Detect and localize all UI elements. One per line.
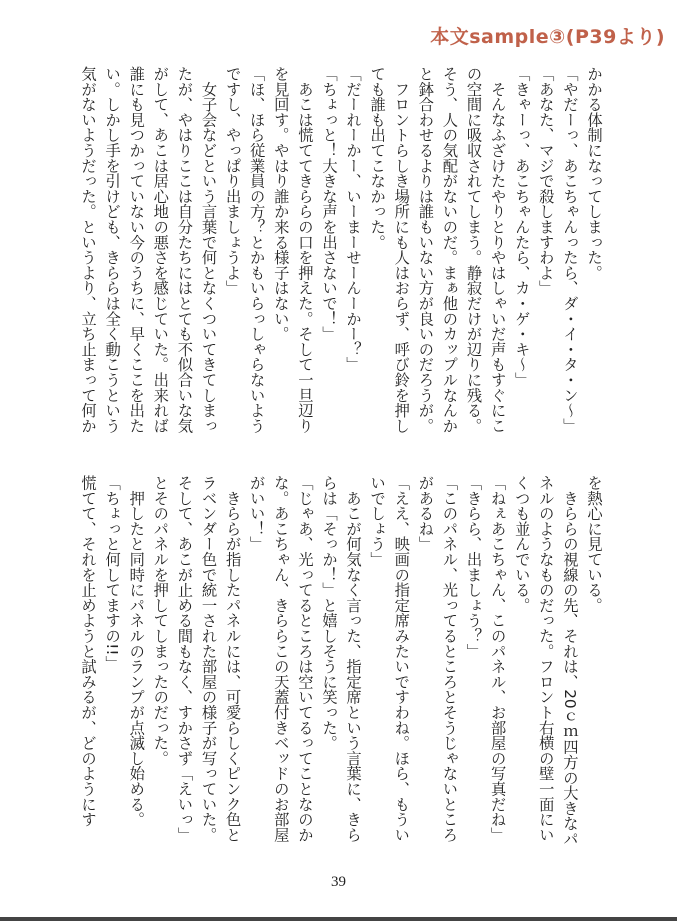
text-column: かかる体制になってしまった。: [585, 66, 603, 281]
text-column: な。あこちゃん、きららこの天蓋付きベッドのお部屋: [271, 475, 290, 843]
text-column: とそのパネルを押してしまったのだった。: [151, 475, 170, 766]
text-column: 「ちょっと！大きな声を出さないで！」: [319, 66, 338, 342]
body-text-top-block: [76, 66, 606, 438]
text-column: そんなふざけたやりとりやはしゃいだ声もすぐにこ: [488, 66, 507, 434]
text-column: がいい！」: [247, 475, 266, 552]
text-column: あこが何気なく言った、指定席という言葉に、きら: [344, 475, 363, 843]
text-column: 「ほ、ほら従業員の方？とかもいらっしゃらないよう: [247, 66, 266, 434]
page-number: 39: [331, 874, 346, 890]
text-column: ラベンダー色で統一された部屋の様子が写っていた。: [199, 475, 218, 843]
text-column: 押したと同時にパネルのランプが点滅し始める。: [127, 475, 146, 827]
text-column: 女子会などという言葉で何となくついてきてしまっ: [199, 66, 218, 434]
text-column: があるね」: [416, 475, 435, 552]
text-column: そう、人の気配がないのだ。まぁ他のカップルなんか: [440, 66, 459, 434]
page-title: 本文sample③(P39より): [430, 26, 665, 48]
text-column: がして、あこは居心地の悪さを感じていた。出来れば: [151, 66, 170, 434]
text-column: きららの視線の先、それは、20ｃｍ四方の大きなパ: [560, 475, 579, 847]
bottom-border-bar: [0, 917, 677, 921]
text-column: たが、やはりここは自分たちにはとても不似合いな気: [175, 66, 194, 434]
body-text-bottom-block: [76, 475, 606, 847]
text-column: くつも並んでいる。: [512, 475, 531, 613]
text-column: を熱心に見ている。: [585, 475, 603, 613]
text-column: いでしょう」: [368, 475, 387, 567]
text-column: と鉢合わせるよりは誰もいない方が良いのだろうが。: [416, 66, 435, 434]
text-column: 気がないようだった。というより、立ち止まって何か: [79, 66, 98, 434]
text-column: ネルのようなものだった。フロント右横の壁一面にい: [536, 475, 555, 843]
text-column: 「やだーっ、あこちゃんったら、ダ・イ・タ・ン～」: [560, 66, 579, 434]
text-column: 慌てて、それを止めようと試みるが、どのようにす: [79, 475, 98, 827]
text-column: 「きらら、出ましょう？」: [464, 475, 483, 659]
text-column: きららが指したパネルには、可愛らしくピンク色と: [223, 475, 242, 843]
text-column: 「あなた、マジで殺しますわよ」: [536, 66, 555, 296]
text-column: 「このパネル、光ってるところとそうじゃないところ: [440, 475, 459, 843]
text-column: フロントらしき場所にも人はおらず、呼び鈴を押し: [392, 66, 411, 434]
text-column: 誰にも見つかっていない今のうちに、早くここを出た: [127, 66, 146, 434]
text-column: 「きゃーっ、あこちゃんたら、カ・ゲ・キ～」: [512, 66, 531, 388]
text-column: 「ええ、映画の指定席みたいですわね。ほら、もうい: [392, 475, 411, 843]
text-column: らは「そっか！」と嬉しそうに笑った。: [319, 475, 338, 751]
text-column: あこは慌ててきららの口を押えた。そして一旦辺り: [295, 66, 314, 434]
text-column: 「ちょっと何してますの!!」: [103, 475, 122, 671]
text-column: を見回す。やはり誰か来る様子はない。: [271, 66, 290, 342]
text-column: 「だーれーかー、いーまーせーんーかー？」: [344, 66, 363, 372]
text-column: の空間に吸収されてしまう。静寂だけが辺りに残る。: [464, 66, 483, 434]
text-column: 「じゃあ、光ってるところは空いてるってことなのか: [295, 475, 314, 843]
text-column: ても誰も出てこなかった。: [368, 66, 387, 250]
text-column: ですし、やっぱり出ましょうよ」: [223, 66, 242, 296]
text-column: 「ねぇあこちゃん、このパネル、お部屋の写真だね」: [488, 475, 507, 843]
text-column: い。しかし手を引けども、きららは全く動こうという: [103, 66, 122, 434]
text-column: そして、あこが止める間もなく、すかさず「えいっ」: [175, 475, 194, 843]
